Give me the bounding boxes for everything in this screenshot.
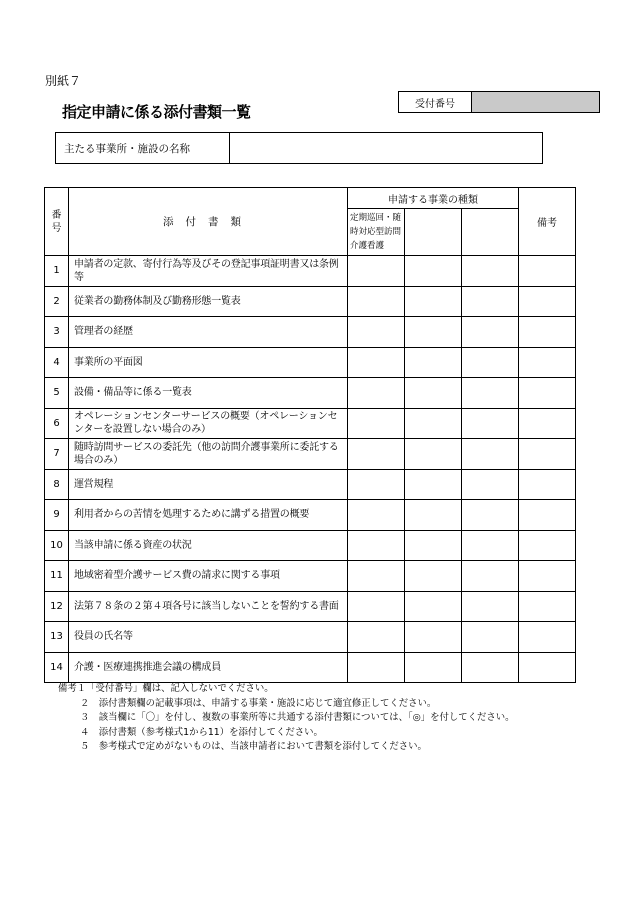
row-type-1-cell[interactable]	[348, 378, 405, 409]
row-type-2-cell[interactable]	[405, 378, 462, 409]
row-type-3-cell[interactable]	[462, 347, 519, 378]
header-number	[45, 188, 69, 256]
header-type-2	[405, 209, 462, 256]
row-number: 10	[45, 530, 69, 561]
facility-name-field[interactable]	[230, 133, 542, 163]
row-type-3-cell[interactable]	[462, 622, 519, 653]
row-note-cell[interactable]	[519, 378, 576, 409]
row-number: 2	[45, 286, 69, 317]
row-type-1-cell[interactable]	[348, 256, 405, 287]
row-type-2-cell[interactable]	[405, 591, 462, 622]
row-document: 随時訪問サービスの委託先（他の訪問介護事業所に委託する場合のみ）	[69, 439, 348, 470]
receipt-number-label: 受付番号	[399, 92, 472, 112]
row-type-1-cell[interactable]	[348, 591, 405, 622]
row-type-2-cell[interactable]	[405, 500, 462, 531]
table-row	[45, 652, 576, 683]
row-note-cell[interactable]	[519, 500, 576, 531]
table-row	[45, 256, 576, 287]
table-row	[45, 622, 576, 653]
row-type-2-cell[interactable]	[405, 530, 462, 561]
row-type-3-cell[interactable]	[462, 561, 519, 592]
row-type-3-cell[interactable]	[462, 286, 519, 317]
attachment-table	[44, 187, 576, 683]
row-type-3-cell[interactable]	[462, 652, 519, 683]
row-number: 6	[45, 408, 69, 439]
row-number: 7	[45, 439, 69, 470]
row-type-2-cell[interactable]	[405, 286, 462, 317]
row-type-1-cell[interactable]	[348, 500, 405, 531]
row-type-2-cell[interactable]	[405, 317, 462, 348]
row-note-cell[interactable]	[519, 408, 576, 439]
header-type-1-line2: 時対応型訪問	[350, 227, 402, 237]
row-document: 管理者の経歴	[69, 317, 348, 348]
facility-name-box	[55, 132, 543, 164]
row-note-cell[interactable]	[519, 622, 576, 653]
table-row	[45, 469, 576, 500]
note-3: ３ 該当欄に「〇」を付し、複数の事業所等に共通する添付書類については、「◎」を付してください。	[80, 712, 515, 723]
row-note-cell[interactable]	[519, 561, 576, 592]
header-type-1-line3: 介護看護	[350, 241, 385, 251]
row-number: 13	[45, 622, 69, 653]
row-document: 地域密着型介護サービス費の請求に関する事項	[69, 561, 348, 592]
row-type-1-cell[interactable]	[348, 530, 405, 561]
row-type-2-cell[interactable]	[405, 439, 462, 470]
header-number-line2: 号	[51, 222, 62, 234]
row-note-cell[interactable]	[519, 652, 576, 683]
table-row	[45, 530, 576, 561]
row-document: 当該申請に係る資産の状況	[69, 530, 348, 561]
facility-name-label: 主たる事業所・施設の名称	[56, 133, 230, 163]
row-note-cell[interactable]	[519, 439, 576, 470]
header-document: 添付書類	[69, 188, 348, 256]
row-number: 11	[45, 561, 69, 592]
row-note-cell[interactable]	[519, 256, 576, 287]
header-notes: 備考	[519, 188, 576, 256]
row-document: 申請者の定款、寄付行為等及びその登記事項証明書又は条例等	[69, 256, 348, 287]
note-4: ４ 添付書類（参考様式1から11）を添付してください。	[80, 726, 323, 738]
row-document: 従業者の勤務体制及び勤務形態一覧表	[69, 286, 348, 317]
row-type-2-cell[interactable]	[405, 622, 462, 653]
table-row	[45, 408, 576, 439]
row-note-cell[interactable]	[519, 591, 576, 622]
row-document: 法第７８条の２第４項各号に該当しないことを誓約する書面	[69, 591, 348, 622]
row-type-2-cell[interactable]	[405, 347, 462, 378]
table-row	[45, 561, 576, 592]
row-document: 事業所の平面図	[69, 347, 348, 378]
header-type-1-line1: 定期巡回・随	[350, 213, 402, 223]
row-type-2-cell[interactable]	[405, 256, 462, 287]
row-number: 8	[45, 469, 69, 500]
row-type-2-cell[interactable]	[405, 408, 462, 439]
note-5: ５ 参考様式で定めがないものは、当該申請者において書類を添付してください。	[80, 741, 427, 752]
row-number: 9	[45, 500, 69, 531]
receipt-number-field[interactable]	[472, 92, 599, 112]
row-document: 運営規程	[69, 469, 348, 500]
note-1: 備考１「受付番号」欄は、記入しないでください。	[58, 683, 274, 694]
row-note-cell[interactable]	[519, 347, 576, 378]
row-type-1-cell[interactable]	[348, 347, 405, 378]
row-type-3-cell[interactable]	[462, 256, 519, 287]
row-type-1-cell[interactable]	[348, 317, 405, 348]
row-type-3-cell[interactable]	[462, 591, 519, 622]
row-type-1-cell[interactable]	[348, 286, 405, 317]
receipt-number-box	[398, 91, 600, 113]
row-type-1-cell[interactable]	[348, 439, 405, 470]
row-type-3-cell[interactable]	[462, 317, 519, 348]
notes	[58, 682, 515, 755]
row-type-2-cell[interactable]	[405, 561, 462, 592]
row-number: 12	[45, 591, 69, 622]
row-document: 介護・医療連携推進会議の構成員	[69, 652, 348, 683]
row-type-3-cell[interactable]	[462, 408, 519, 439]
row-note-cell[interactable]	[519, 530, 576, 561]
row-type-3-cell[interactable]	[462, 439, 519, 470]
table-row	[45, 500, 576, 531]
row-type-3-cell[interactable]	[462, 378, 519, 409]
table-row	[45, 378, 576, 409]
row-type-1-cell[interactable]	[348, 561, 405, 592]
row-note-cell[interactable]	[519, 286, 576, 317]
row-number: 5	[45, 378, 69, 409]
row-document: 役員の氏名等	[69, 622, 348, 653]
row-type-3-cell[interactable]	[462, 500, 519, 531]
row-note-cell[interactable]	[519, 317, 576, 348]
row-document: 設備・備品等に係る一覧表	[69, 378, 348, 409]
row-type-3-cell[interactable]	[462, 469, 519, 500]
form-label: 別紙７	[45, 74, 82, 88]
row-document: 利用者からの苦情を処理するために講ずる措置の概要	[69, 500, 348, 531]
row-type-1-cell[interactable]	[348, 469, 405, 500]
table-row	[45, 317, 576, 348]
row-number: 3	[45, 317, 69, 348]
row-document: オペレーションセンターサービスの概要（オペレーションセンターを設置しない場合のみ）	[69, 408, 348, 439]
row-type-2-cell[interactable]	[405, 652, 462, 683]
header-type-1	[348, 209, 405, 256]
row-type-1-cell[interactable]	[348, 652, 405, 683]
table-row	[45, 591, 576, 622]
table-row	[45, 439, 576, 470]
header-type-3	[462, 209, 519, 256]
row-number: 1	[45, 256, 69, 287]
row-number: 14	[45, 652, 69, 683]
row-type-1-cell[interactable]	[348, 408, 405, 439]
table-row	[45, 347, 576, 378]
page-title: 指定申請に係る添付書類一覧	[62, 103, 251, 121]
note-2: ２ 添付書類欄の記載事項は、申請する事業・施設に応じて適宜修正してください。	[80, 697, 437, 709]
row-number: 4	[45, 347, 69, 378]
row-type-3-cell[interactable]	[462, 530, 519, 561]
table-row	[45, 286, 576, 317]
row-note-cell[interactable]	[519, 469, 576, 500]
header-business-types: 申請する事業の種類	[348, 188, 519, 209]
header-number-line1: 番	[51, 209, 62, 221]
row-type-1-cell[interactable]	[348, 622, 405, 653]
row-type-2-cell[interactable]	[405, 469, 462, 500]
